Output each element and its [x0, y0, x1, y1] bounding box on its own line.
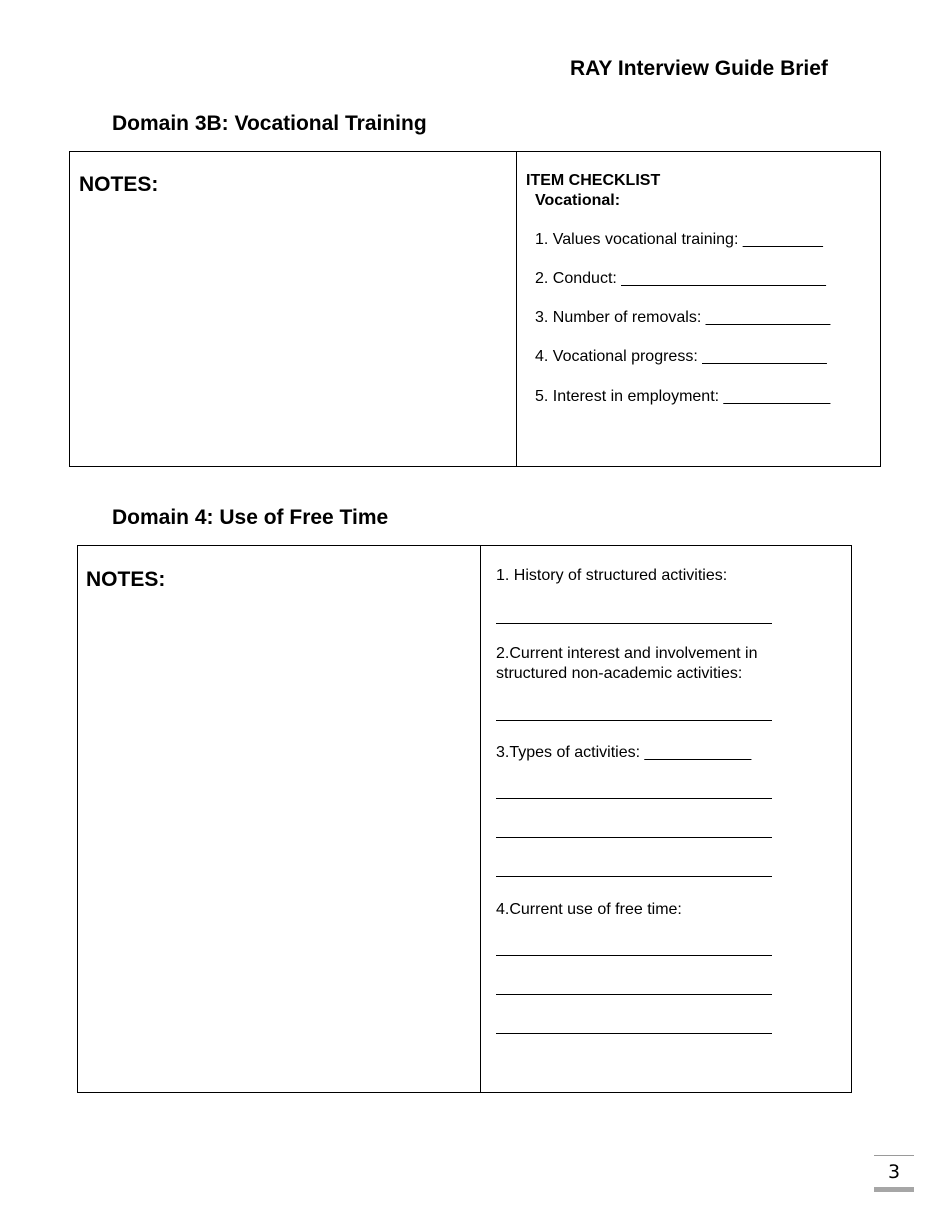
answer-line	[496, 876, 772, 877]
checklist-subtitle: Vocational:	[535, 192, 621, 209]
question-current-interest: 2.Current interest and involvement in	[496, 645, 758, 662]
column-divider	[480, 546, 481, 1092]
checklist-title: ITEM CHECKLIST	[526, 172, 661, 189]
answer-line	[496, 623, 772, 624]
page-number-bar	[874, 1187, 914, 1192]
answer-line	[496, 1033, 772, 1034]
checklist-item: 5. Interest in employment: ____________	[535, 388, 831, 405]
question-current-interest-cont: structured non-academic activities:	[496, 665, 743, 682]
question-types-of-activities: 3.Types of activities: ____________	[496, 744, 752, 761]
notes-label: NOTES:	[79, 173, 159, 196]
checklist-item: 2. Conduct: _______________________	[535, 270, 826, 287]
answer-line	[496, 798, 772, 799]
checklist-item: 1. Values vocational training: _________	[535, 231, 823, 248]
answer-line	[496, 720, 772, 721]
answer-line	[496, 994, 772, 995]
domain-4-table	[77, 545, 852, 1093]
answer-line	[496, 955, 772, 956]
domain-3b-table	[69, 151, 881, 467]
column-divider	[516, 152, 517, 466]
checklist-item: 4. Vocational progress: ______________	[535, 348, 827, 365]
domain-4-heading: Domain 4: Use of Free Time	[112, 506, 389, 529]
page-number	[874, 1155, 914, 1192]
notes-label: NOTES:	[86, 568, 166, 591]
answer-line	[496, 837, 772, 838]
domain-3b-heading: Domain 3B: Vocational Training	[112, 112, 427, 135]
question-history: 1. History of structured activities:	[496, 567, 728, 584]
page-number-text: 3	[887, 1161, 901, 1183]
question-current-use: 4.Current use of free time:	[496, 901, 682, 918]
checklist-item: 3. Number of removals: ______________	[535, 309, 831, 326]
document-title: RAY Interview Guide Brief	[570, 57, 828, 80]
